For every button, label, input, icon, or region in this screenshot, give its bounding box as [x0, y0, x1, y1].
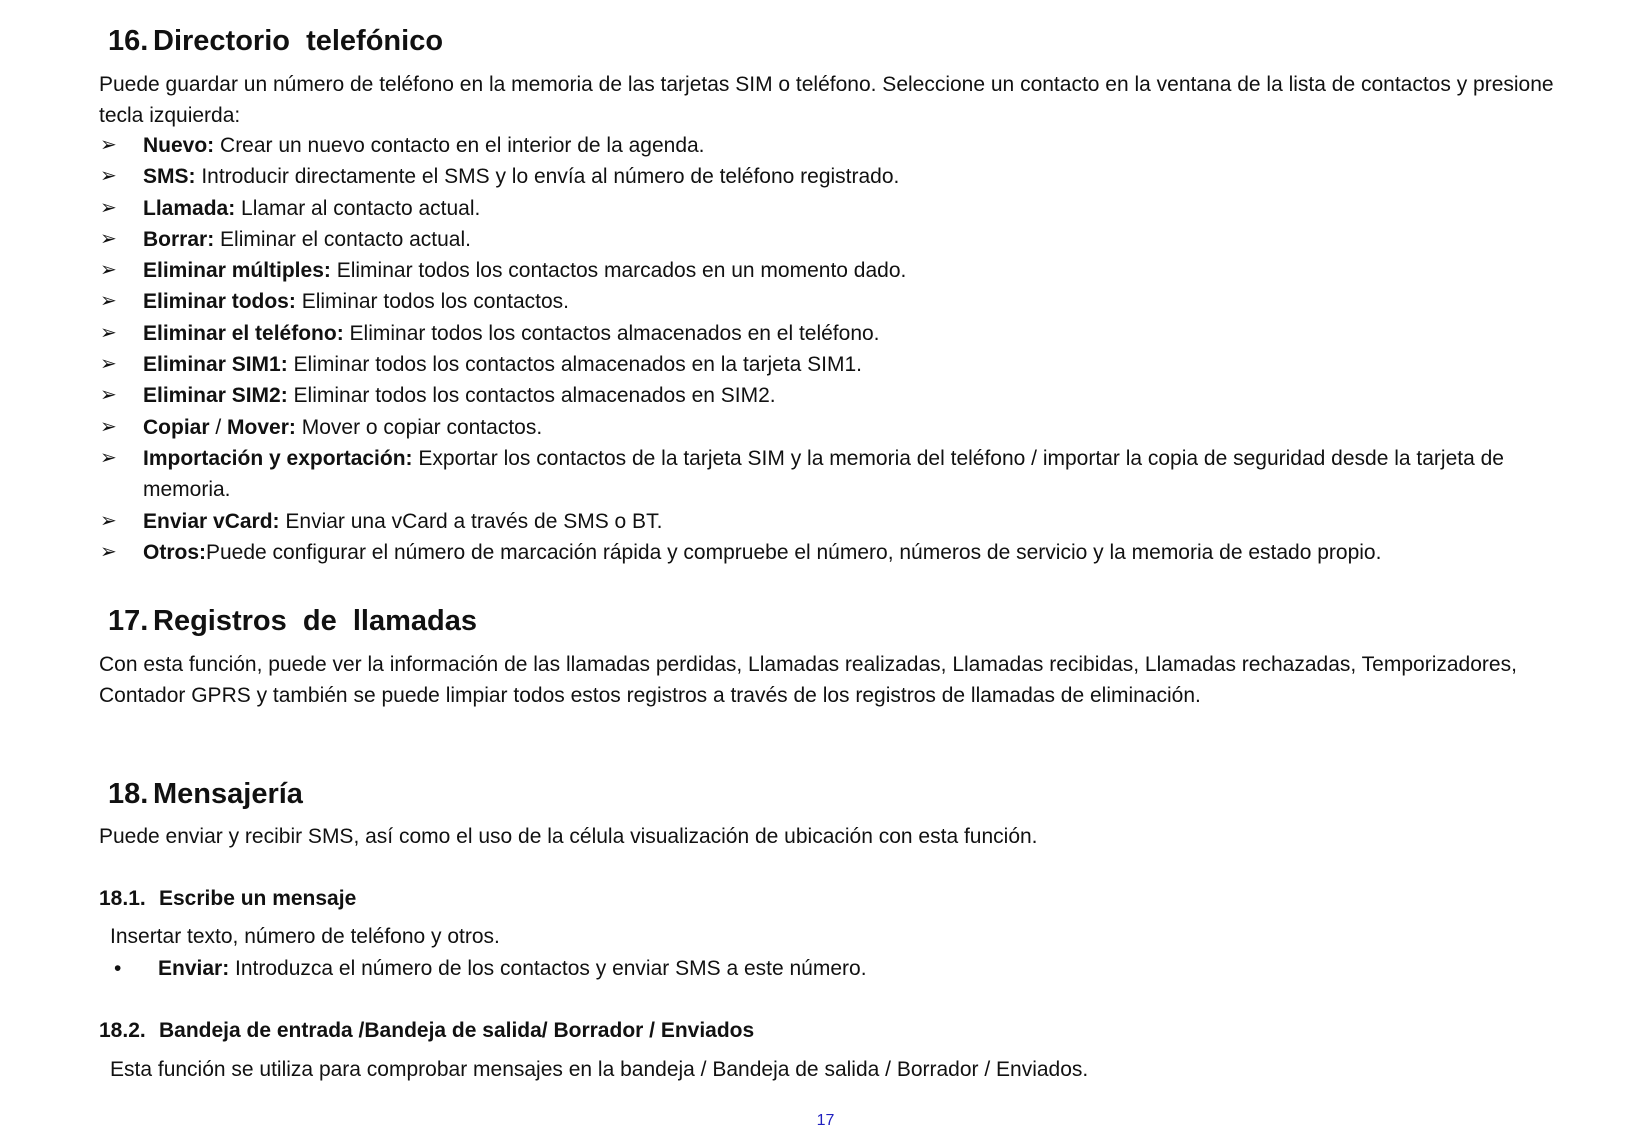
list-item: [99, 537, 1579, 568]
arrow-bullet-icon: ➢: [100, 290, 117, 313]
section-16-heading: [108, 24, 443, 58]
list-item: [99, 286, 1579, 317]
list-item: [99, 443, 1579, 506]
list-item: [112, 953, 867, 984]
section-16-title: Directorio telefónico: [153, 25, 444, 57]
arrow-bullet-icon: ➢: [100, 540, 117, 563]
list-item-term: Eliminar múltiples:: [143, 259, 331, 283]
list-item-term: Borrar:: [143, 227, 215, 251]
subsection-18-1-title: Escribe un mensaje: [159, 887, 357, 910]
list-item: [99, 130, 1579, 161]
list-item-text: Exportar los contactos de la tarjeta SIM y la memoria del teléfono / importar la copia de seguridad desde la tarjeta de memoria.: [143, 446, 1504, 502]
list-item: [99, 318, 1579, 349]
list-item-text: Mover o copiar contactos.: [295, 415, 543, 439]
list-item-separator: /: [209, 415, 228, 439]
list-item: [99, 193, 1579, 224]
arrow-bullet-icon: ➢: [100, 134, 117, 156]
list-item: [99, 349, 1579, 380]
list-item-term: Eliminar SIM2:: [143, 384, 288, 408]
section-16-number: 16.: [108, 25, 149, 57]
list-item-text: Crear un nuevo contacto en el interior de la agenda.: [214, 134, 705, 157]
list-item-text: Introducir directamente el SMS y lo envía al número de teléfono registrado.: [195, 165, 900, 189]
subsection-18-1-number: 18.1.: [99, 887, 146, 910]
list-item-text: Enviar una vCard a través de SMS o BT.: [279, 509, 663, 533]
section-17-number: 17.: [108, 605, 149, 637]
subsection-18-2-title: Bandeja de entrada /Bandeja de salida/ Borrador / Enviados: [159, 1019, 755, 1042]
list-item-term: Nuevo:: [143, 134, 215, 157]
subsection-18-2-number: 18.2.: [99, 1019, 146, 1042]
list-item-term: Eliminar SIM1:: [143, 353, 288, 377]
arrow-bullet-icon: ➢: [100, 165, 117, 188]
list-item: [99, 224, 1579, 255]
arrow-bullet-icon: ➢: [100, 446, 117, 469]
list-item-text: Eliminar el contacto actual.: [214, 227, 471, 251]
list-item-term: Enviar vCard:: [143, 509, 280, 533]
bullet-icon: •: [114, 957, 122, 980]
section-16-intro: Puede guardar un número de teléfono en la memoria de las tarjetas SIM o teléfono. Seleccione un contacto en la ventana de la lista de contactos y presione tecla izquierda:: [99, 73, 1554, 128]
list-item-term: Copiar: [143, 415, 210, 439]
list-item-term: Llamada:: [143, 196, 236, 220]
list-item-text: Introduzca el número de los contactos y enviar SMS a este número.: [229, 957, 867, 980]
list-item-term: Eliminar todos:: [143, 290, 296, 314]
arrow-bullet-icon: ➢: [100, 259, 117, 282]
subsection-18-1-heading: [99, 886, 356, 912]
arrow-bullet-icon: ➢: [100, 196, 117, 219]
list-item-term: Enviar:: [158, 957, 230, 980]
list-item-text: Llamar al contacto actual.: [235, 196, 481, 220]
list-item-text: Eliminar todos los contactos almacenados en el teléfono.: [343, 321, 880, 345]
section-18-heading: [108, 777, 303, 811]
list-item: [99, 161, 1579, 192]
arrow-bullet-icon: ➢: [100, 227, 117, 250]
section-17-body: Con esta función, puede ver la información de las llamadas perdidas, Llamadas realizadas, Llamadas recibidas, Llamadas rechazadas, Temporizadores, Contador GPRS y también se puede limpiar todos estos registros a través de los registros de llamadas de eliminación.: [99, 653, 1517, 708]
arrow-bullet-icon: ➢: [100, 384, 117, 407]
list-item: [99, 255, 1579, 286]
list-item-text: Eliminar todos los contactos almacenados en SIM2.: [287, 384, 776, 408]
list-item-term: Mover:: [227, 415, 296, 439]
subsection-18-1-list: [112, 953, 867, 984]
list-item: [99, 380, 1579, 411]
section-17-title: Registros de llamadas: [153, 605, 477, 637]
list-item-text: Eliminar todos los contactos.: [295, 290, 569, 314]
arrow-bullet-icon: ➢: [100, 353, 117, 376]
list-item-text: Eliminar todos los contactos almacenados en la tarjeta SIM1.: [287, 353, 862, 377]
subsection-18-2-body: Esta función se utiliza para comprobar mensajes en la bandeja / Bandeja de salida / Borrador / Enviados.: [110, 1058, 1089, 1081]
list-item: [99, 506, 1579, 537]
list-item-term: Eliminar el teléfono:: [143, 321, 344, 345]
subsection-18-2-heading: [99, 1018, 754, 1044]
section-18-title: Mensajería: [153, 778, 303, 810]
section-18-body: Puede enviar y recibir SMS, así como el uso de la célula visualización de ubicación con esta función.: [99, 825, 1038, 848]
arrow-bullet-icon: ➢: [100, 509, 117, 532]
list-item-term: Otros:: [143, 540, 206, 564]
page-number: 17: [816, 1112, 835, 1129]
list-item-text: Puede configurar el número de marcación rápida y compruebe el número, números de servicio y la memoria de estado propio.: [206, 540, 1382, 564]
arrow-bullet-icon: ➢: [100, 321, 117, 344]
section-17-heading: [108, 604, 477, 638]
list-item-term: Importación y exportación:: [143, 446, 413, 470]
list-item-text: Eliminar todos los contactos marcados en un momento dado.: [330, 259, 907, 283]
arrow-bullet-icon: ➢: [100, 415, 117, 438]
section-16-option-list: [99, 130, 1579, 568]
list-item: [99, 412, 1579, 443]
section-18-number: 18.: [108, 778, 149, 810]
subsection-18-1-body: Insertar texto, número de teléfono y otros.: [110, 925, 500, 948]
list-item-term: SMS:: [143, 165, 196, 189]
